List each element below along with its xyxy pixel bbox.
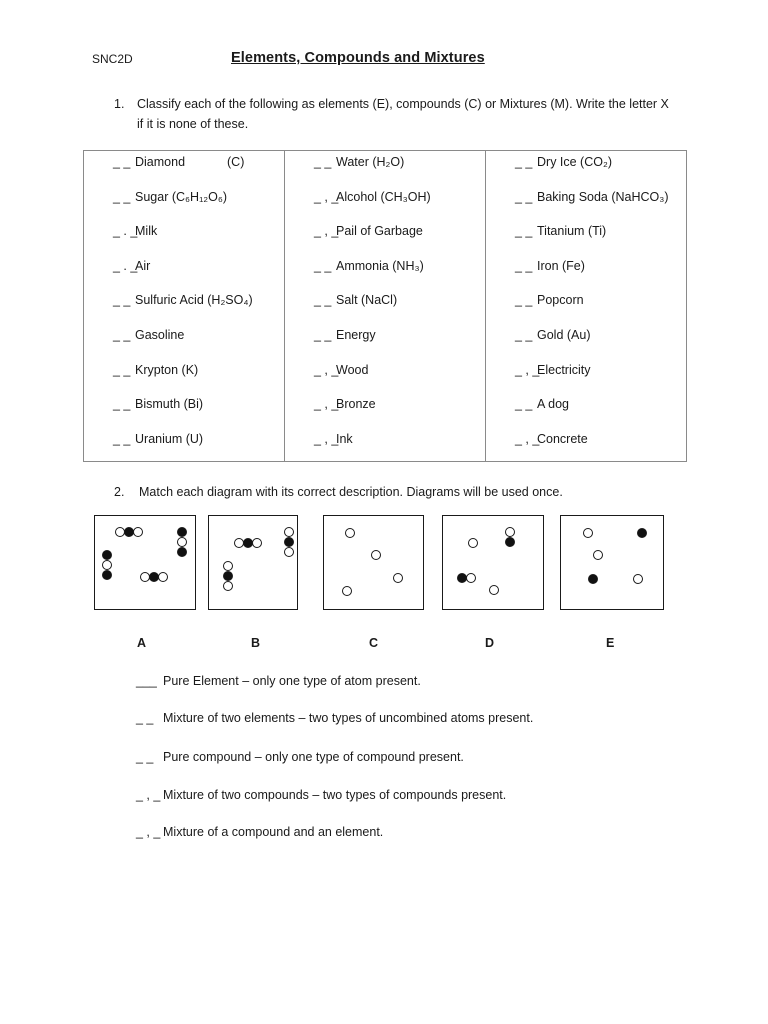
answer-blank[interactable]: _ _: [113, 155, 131, 169]
table-column-3: [486, 151, 686, 461]
diagram-d: [442, 515, 544, 610]
diagram-e: [560, 515, 664, 610]
table-row: [486, 325, 686, 360]
item-label: A dog: [537, 397, 569, 412]
black-atom: [223, 571, 233, 581]
item-label: Dry Ice (CO₂): [537, 155, 612, 169]
item-label: Ink: [336, 431, 353, 446]
table-row: [285, 360, 485, 395]
white-atom: [393, 573, 403, 583]
item-label: Air: [135, 258, 151, 273]
diagram-label-e: E: [606, 636, 615, 650]
answer-blank[interactable]: _ _: [515, 327, 533, 342]
white-atom: [633, 574, 643, 584]
white-atom: [583, 528, 593, 538]
table-row: [84, 290, 284, 325]
white-atom: [177, 537, 187, 547]
table-row: [486, 152, 686, 187]
diagram-label-d: D: [485, 636, 495, 650]
table-row: [84, 325, 284, 360]
answer-blank[interactable]: _ , _: [515, 431, 540, 446]
table-row: [486, 394, 686, 429]
description-row: [136, 825, 383, 839]
answer-blank[interactable]: _ , _: [314, 362, 339, 377]
white-atom: [468, 538, 478, 548]
white-atom: [158, 572, 168, 582]
white-atom: [133, 527, 143, 537]
description-row: [136, 788, 506, 802]
table-row: [486, 187, 686, 222]
description-row: [136, 674, 421, 688]
description-row: [136, 711, 533, 725]
diagram-c: [323, 515, 424, 610]
table-row: [486, 221, 686, 256]
white-atom: [102, 560, 112, 570]
white-atom: [466, 573, 476, 583]
answer-blank[interactable]: _ , _: [314, 189, 339, 204]
white-atom: [505, 527, 515, 537]
answer-blank[interactable]: _ _: [515, 258, 533, 273]
item-label: Salt (NaCl): [336, 293, 398, 308]
answer-blank[interactable]: _ _: [314, 327, 332, 342]
diagram-label-b: B: [251, 636, 261, 650]
sample-answer: (C): [227, 155, 245, 169]
match-blank[interactable]: _ , _: [136, 825, 161, 839]
table-row: [285, 290, 485, 325]
description-text: Pure compound – only one type of compound present.: [163, 750, 464, 764]
answer-blank[interactable]: _ _: [113, 431, 131, 446]
black-atom: [177, 547, 187, 557]
table-row: [285, 187, 485, 222]
table-row: [486, 429, 686, 464]
description-text: Mixture of two elements – two types of uncombined atoms present.: [163, 711, 534, 725]
answer-blank[interactable]: _ , _: [314, 431, 339, 446]
table-row: [285, 256, 485, 291]
table-row: [486, 360, 686, 395]
item-label: Alcohol (CH₃OH): [336, 189, 431, 204]
item-label: Gold (Au): [537, 327, 591, 342]
white-atom: [371, 550, 381, 560]
answer-blank[interactable]: _ _: [515, 397, 533, 412]
match-blank[interactable]: _ _: [136, 711, 154, 725]
item-label: Uranium (U): [135, 431, 204, 446]
answer-blank[interactable]: _ _: [515, 155, 533, 169]
description-text: Pure Element – only one type of atom present.: [163, 674, 421, 688]
item-label: Pail of Garbage: [336, 224, 423, 239]
item-label: Titanium (Ti): [537, 224, 607, 239]
description-row: [136, 750, 464, 764]
match-blank[interactable]: _ _: [136, 750, 154, 764]
answer-blank[interactable]: _ _: [113, 189, 131, 204]
item-label: Diamond: [135, 155, 186, 169]
table-row: [486, 256, 686, 291]
item-label: Water (H₂O): [336, 155, 405, 169]
black-atom: [102, 550, 112, 560]
item-label: Milk: [135, 224, 158, 239]
table-row: [285, 325, 485, 360]
black-atom: [505, 537, 515, 547]
table-row: [486, 290, 686, 325]
item-label: Ammonia (NH₃): [336, 258, 424, 273]
table-row: [84, 152, 284, 187]
table-row: [285, 152, 485, 187]
item-label: Sugar (C₆H₁₂O₆): [135, 189, 228, 204]
item-label: Iron (Fe): [537, 258, 585, 273]
answer-blank[interactable]: _ _: [113, 327, 131, 342]
answer-blank[interactable]: _ _: [113, 362, 131, 377]
answer-blank[interactable]: _ _: [314, 155, 332, 169]
match-blank[interactable]: ___: [136, 674, 157, 688]
answer-blank[interactable]: _ _: [113, 397, 131, 412]
course-code: SNC2D: [92, 52, 133, 66]
answer-blank[interactable]: _ _: [314, 293, 332, 308]
white-atom: [252, 538, 262, 548]
table-column-1: [84, 151, 285, 461]
question-1-number: 1.: [114, 97, 125, 111]
white-atom: [342, 586, 352, 596]
white-atom: [223, 581, 233, 591]
answer-blank[interactable]: _ _: [515, 224, 533, 239]
question-2-number: 2.: [114, 485, 125, 499]
black-atom: [588, 574, 598, 584]
question-1-text: Classify each of the following as elements (E), compounds (C) or Mixtures (M). Write the letter X if it is none of these.: [137, 97, 669, 131]
answer-blank[interactable]: _ , _: [314, 224, 339, 239]
white-atom: [223, 561, 233, 571]
item-label: Baking Soda (NaHCO₃): [537, 189, 669, 204]
table-row: [84, 394, 284, 429]
answer-blank[interactable]: _ _: [515, 189, 533, 204]
answer-blank[interactable]: _ , _: [314, 397, 339, 412]
item-label: Electricity: [537, 362, 591, 377]
diagram-a: [94, 515, 196, 610]
white-atom: [345, 528, 355, 538]
diagram-label-a: A: [137, 636, 147, 650]
table-row: [84, 221, 284, 256]
white-atom: [593, 550, 603, 560]
table-row: [84, 256, 284, 291]
answer-blank[interactable]: _ _: [314, 258, 332, 273]
diagram-b: [208, 515, 298, 610]
table-row: [285, 429, 485, 464]
diagram-label-c: C: [369, 636, 379, 650]
white-atom: [284, 527, 294, 537]
item-label: Bronze: [336, 397, 376, 412]
black-atom: [637, 528, 647, 538]
answer-blank[interactable]: _ _: [113, 293, 131, 308]
item-label: Sulfuric Acid (H₂SO₄): [135, 293, 253, 308]
question-2-text: Match each diagram with its correct description. Diagrams will be used once.: [139, 485, 563, 499]
item-label: Krypton (K): [135, 362, 199, 377]
particle-diagrams: [94, 515, 664, 611]
item-label: Popcorn: [537, 293, 584, 308]
item-label: Concrete: [537, 431, 588, 446]
question-1: [114, 94, 674, 134]
table-row: [84, 429, 284, 464]
question-2: [114, 482, 563, 502]
table-row: [84, 360, 284, 395]
description-text: Mixture of two compounds – two types of compounds present.: [163, 788, 507, 802]
answer-blank[interactable]: _ . _: [113, 258, 138, 273]
answer-blank[interactable]: _ . _: [113, 224, 138, 239]
description-text: Mixture of a compound and an element.: [163, 825, 384, 839]
worksheet-title: Elements, Compounds and Mixtures: [231, 50, 485, 66]
item-label: Wood: [336, 362, 369, 377]
black-atom: [102, 570, 112, 580]
answer-blank[interactable]: _ , _: [515, 362, 540, 377]
table-row: [285, 221, 485, 256]
answer-blank[interactable]: _ _: [515, 293, 533, 308]
table-row: [84, 187, 284, 222]
item-label: Bismuth (Bi): [135, 397, 204, 412]
black-atom: [177, 527, 187, 537]
item-label: Energy: [336, 327, 376, 342]
table-row: [285, 394, 485, 429]
item-label: Gasoline: [135, 327, 185, 342]
match-blank[interactable]: _ , _: [136, 788, 161, 802]
white-atom: [489, 585, 499, 595]
black-atom: [284, 537, 294, 547]
white-atom: [284, 547, 294, 557]
classification-table: [83, 150, 687, 462]
table-column-2: [285, 151, 486, 461]
